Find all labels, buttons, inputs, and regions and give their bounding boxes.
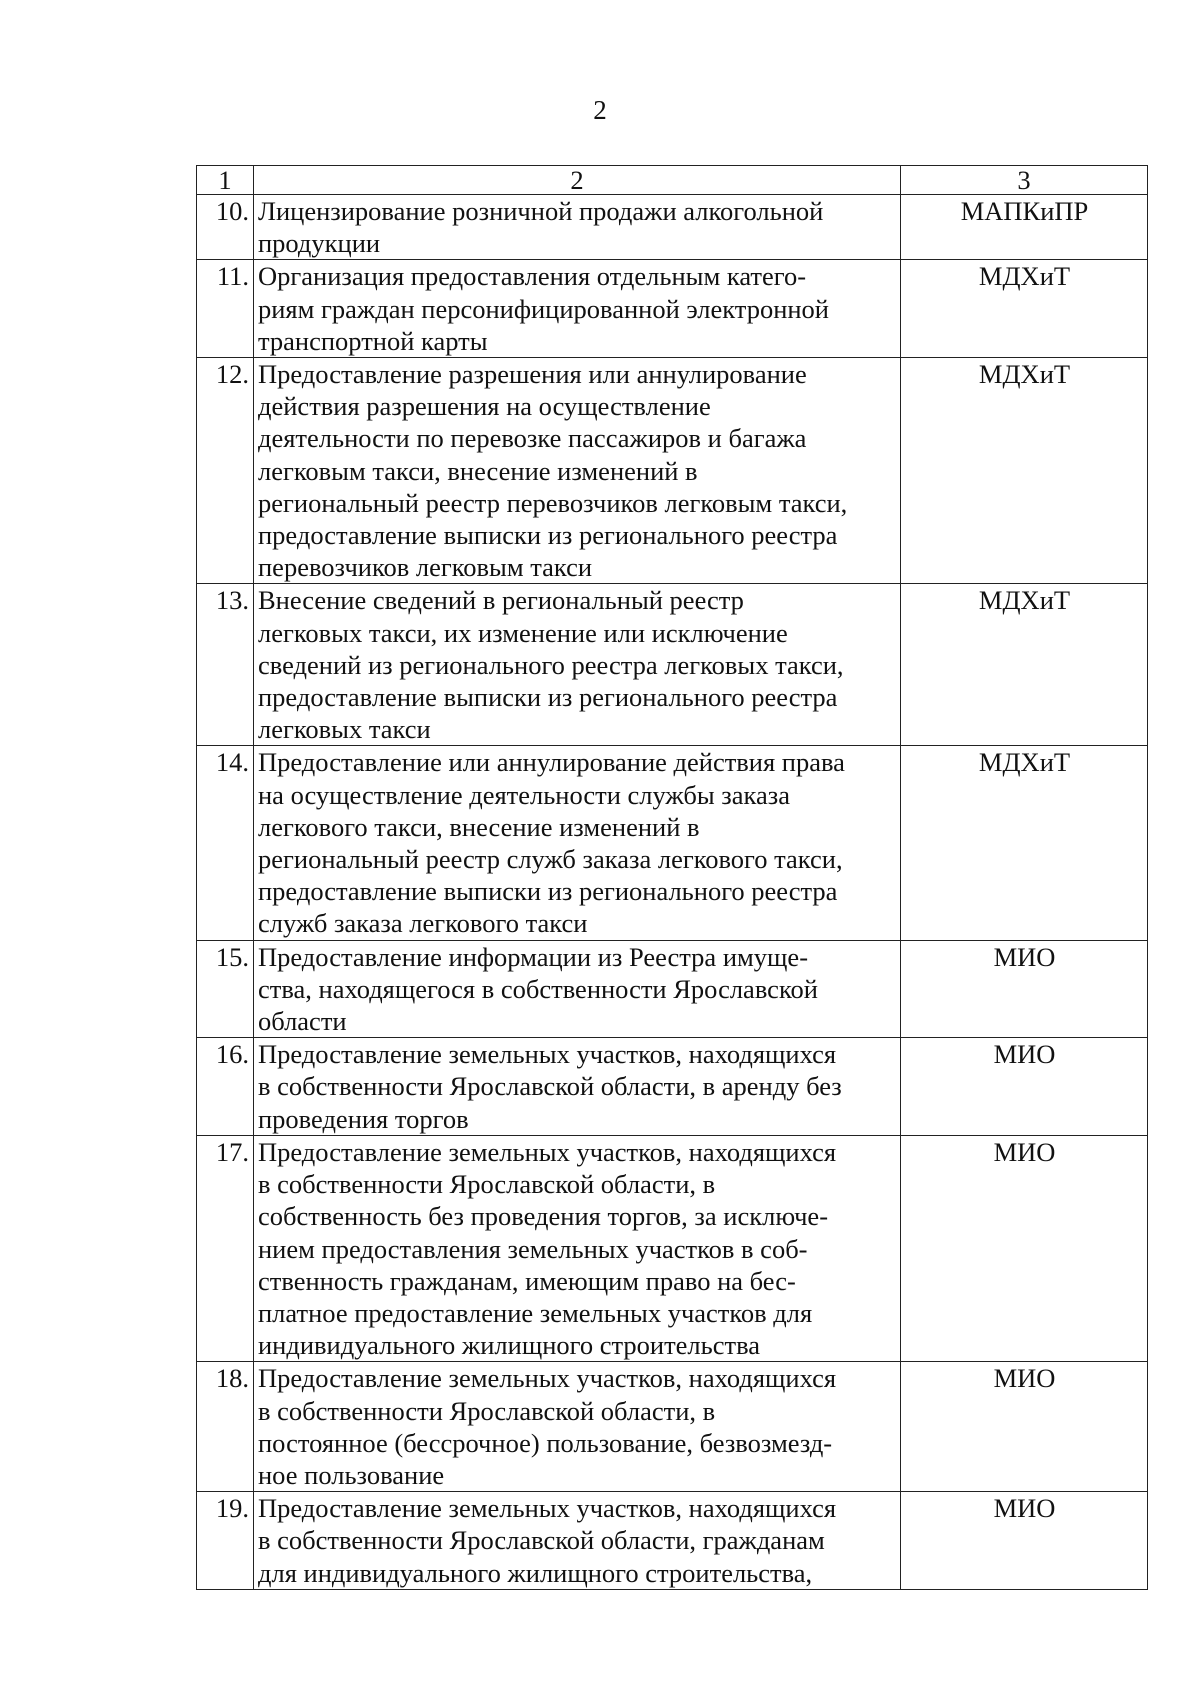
row-number: 10.	[197, 195, 254, 260]
row-number: 19.	[197, 1492, 254, 1590]
responsible-agency: МИО	[901, 940, 1148, 1038]
table-row	[197, 746, 1148, 940]
header-cell-3: 3	[901, 166, 1148, 195]
service-description: Внесение сведений в региональный реестр легковых такси, их изменение или исключение сведений из регионального реестра легковых такси, предоставление выписки из регионального реестра легковых такси	[254, 584, 901, 746]
service-description: Предоставление земельных участков, находящихся в собственности Ярославской области, в собственность без проведения торгов, за исключе- нием предоставления земельных участков в соб- ственность гражданам, имеющим право на бес- платное предоставление земельных участков для индивидуального жилищного строительства	[254, 1135, 901, 1361]
responsible-agency: МДХиТ	[901, 260, 1148, 358]
row-number: 13.	[197, 584, 254, 746]
responsible-agency: МИО	[901, 1135, 1148, 1361]
table-row	[197, 260, 1148, 358]
row-number: 14.	[197, 746, 254, 940]
responsible-agency: МДХиТ	[901, 746, 1148, 940]
row-number: 16.	[197, 1038, 254, 1136]
responsible-agency: МИО	[901, 1492, 1148, 1590]
table-row	[197, 1492, 1148, 1590]
table-row	[197, 940, 1148, 1038]
table-row	[197, 358, 1148, 584]
service-description: Лицензирование розничной продажи алкогольной продукции	[254, 195, 901, 260]
table-row	[197, 1038, 1148, 1136]
row-number: 18.	[197, 1362, 254, 1492]
table-row	[197, 1135, 1148, 1361]
row-number: 17.	[197, 1135, 254, 1361]
responsible-agency: МДХиТ	[901, 358, 1148, 584]
service-description: Предоставление разрешения или аннулирование действия разрешения на осуществление деятельности по перевозке пассажиров и багажа легковым такси, внесение изменений в региональный реестр перевозчиков легковым такси, предоставление выписки из регионального реестра перевозчиков легковым такси	[254, 358, 901, 584]
service-description: Предоставление земельных участков, находящихся в собственности Ярославской области, гражданам для индивидуального жилищного строительства,	[254, 1492, 901, 1590]
service-description: Организация предоставления отдельным катего- риям граждан персонифицированной электронной транспортной карты	[254, 260, 901, 358]
page-number: 2	[593, 95, 607, 125]
row-number: 11.	[197, 260, 254, 358]
responsible-agency: МДХиТ	[901, 584, 1148, 746]
responsible-agency: МИО	[901, 1362, 1148, 1492]
service-description: Предоставление земельных участков, находящихся в собственности Ярославской области, в аренду без проведения торгов	[254, 1038, 901, 1136]
responsible-agency: МИО	[901, 1038, 1148, 1136]
service-description: Предоставление земельных участков, находящихся в собственности Ярославской области, в постоянное (бессрочное) пользование, безвозмезд- ное пользование	[254, 1362, 901, 1492]
table-header-row	[197, 166, 1148, 195]
service-description: Предоставление или аннулирование действия права на осуществление деятельности службы заказа легкового такси, внесение изменений в региональный реестр служб заказа легкового такси, предоставление выписки из регионального реестра служб заказа легкового такси	[254, 746, 901, 940]
table-row	[197, 195, 1148, 260]
header-cell-2: 2	[254, 166, 901, 195]
responsible-agency: МАПКиПР	[901, 195, 1148, 260]
row-number: 12.	[197, 358, 254, 584]
table-row	[197, 584, 1148, 746]
header-cell-1: 1	[197, 166, 254, 195]
row-number: 15.	[197, 940, 254, 1038]
service-description: Предоставление информации из Реестра имуще- ства, находящегося в собственности Ярославской области	[254, 940, 901, 1038]
table-body	[197, 166, 1148, 1590]
table-row	[197, 1362, 1148, 1492]
services-table	[196, 165, 1148, 1590]
